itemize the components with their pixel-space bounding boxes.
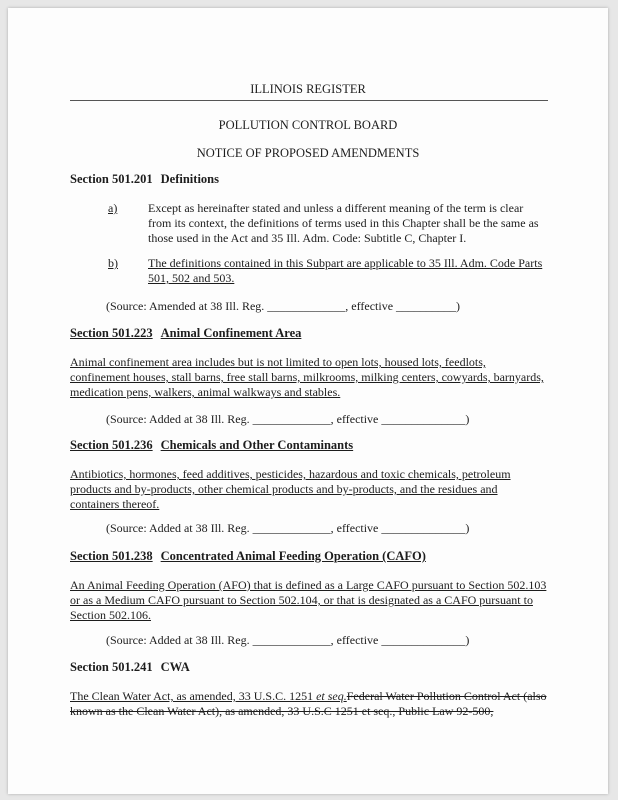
section-501-236-text: Antibiotics, hormones, feed additives, pesticides, hazardous and toxic chemicals, petroleum products and by-products, other chemical products and by-products, and the residues and containers thereof. [70, 467, 511, 511]
section-501-223-source: (Source: Added at 38 Ill. Reg. _____________, effective ______________) [106, 412, 470, 426]
section-501-236-source: (Source: Added at 38 Ill. Reg. _____________, effective ______________) [106, 521, 470, 535]
section-title: Chemicals and Other Contaminants [160, 438, 354, 452]
cwa-new-text-italic: et seq. [316, 689, 347, 703]
section-501-201-heading [70, 172, 219, 187]
item-a-letter: a) [108, 201, 118, 215]
section-501-238-heading [70, 549, 426, 564]
section-501-223-heading [70, 326, 301, 341]
section-number: Section 501.241 [70, 660, 153, 674]
notice-title: NOTICE OF PROPOSED AMENDMENTS [196, 146, 420, 160]
item-a-text: Except as hereinafter stated and unless a different meaning of the term is clear from its context, the definitions of terms used in this Chapter shall be the same as those used in the Act and 35 Ill. Adm. Code: Subtitle C, Chapter I. [148, 201, 539, 245]
section-501-238-source: (Source: Added at 38 Ill. Reg. _____________, effective ______________) [106, 633, 470, 647]
header-rule [70, 100, 548, 101]
register-title: ILLINOIS REGISTER [250, 82, 366, 96]
section-501-201-source: (Source: Amended at 38 Ill. Reg. _____________, effective __________) [106, 299, 461, 313]
section-501-241-text [70, 689, 548, 719]
section-501-241-heading [70, 660, 190, 675]
section-number: Section 501.201 [70, 172, 153, 186]
cwa-new-text: The Clean Water Act, as amended, 33 U.S.C. 1251 [70, 689, 317, 703]
document-page [8, 8, 608, 794]
section-501-223-text: Animal confinement area includes but is not limited to open lots, housed lots, feedlots, confinement houses, stall barns, free stall barns, milkrooms, milking centers, cowyards, barnyards, medication pens, walkers, animal walkways and stables. [70, 355, 544, 399]
section-501-236-heading [70, 438, 353, 453]
board-title: POLLUTION CONTROL BOARD [218, 118, 398, 132]
section-title: Definitions [160, 172, 219, 186]
section-title: CWA [160, 660, 190, 674]
cwa-deleted-text: Federal Water Pollution Control Act (also known as the Clean Water Act), as amended, 33 U.S.C 1251 et seq., Public Law 92-500, [70, 689, 547, 718]
item-b-letter: b) [108, 256, 118, 270]
section-number: Section 501.223 [70, 326, 153, 340]
section-number: Section 501.238 [70, 549, 153, 563]
section-title: Animal Confinement Area [160, 326, 302, 340]
item-b-text: The definitions contained in this Subpart are applicable to 35 Ill. Adm. Code Parts 501, 502 and 503. [148, 256, 543, 285]
section-title: Concentrated Animal Feeding Operation (CAFO) [160, 549, 426, 563]
section-501-238-text: An Animal Feeding Operation (AFO) that is defined as a Large CAFO pursuant to Section 502.103 or as a Medium CAFO pursuant to Section 502.104, or that is designated as a CAFO pursuant to Section 502.106. [70, 578, 547, 622]
section-number: Section 501.236 [70, 438, 153, 452]
